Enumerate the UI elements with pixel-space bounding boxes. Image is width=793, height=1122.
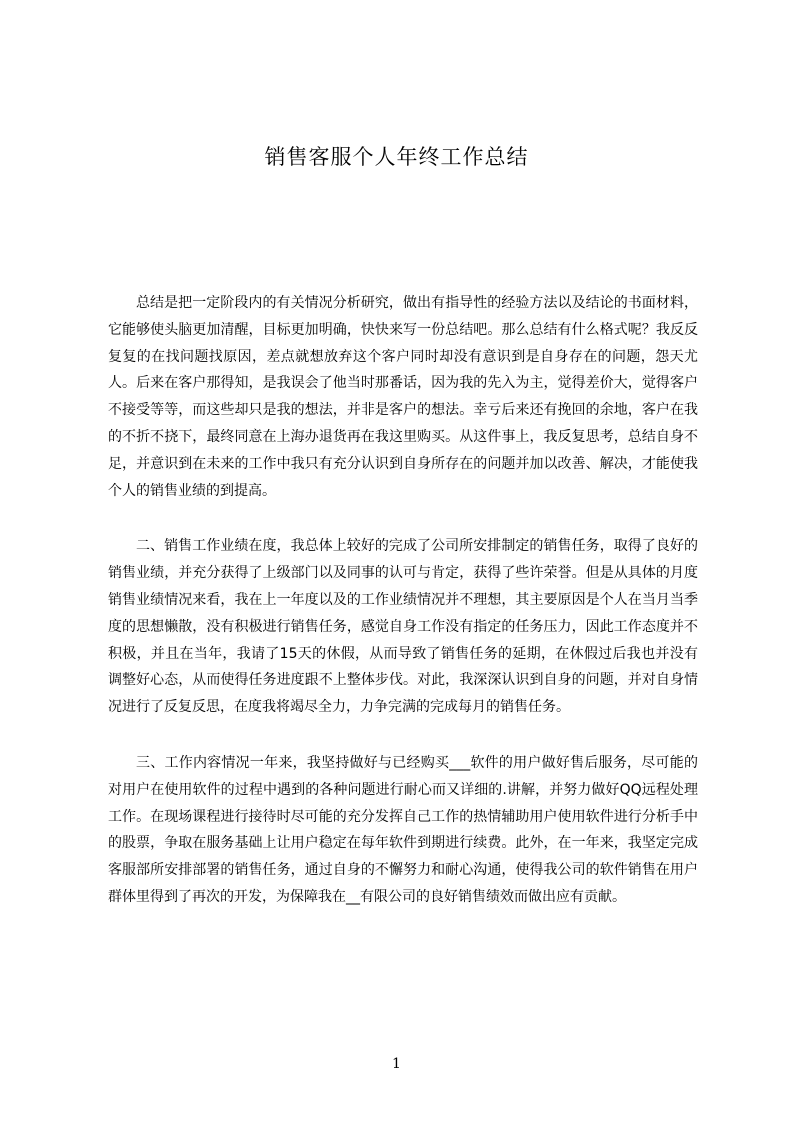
document-body [108, 290, 698, 940]
document-title: 销售客服个人年终工作总结 [264, 145, 529, 169]
page-number: 1 [392, 1056, 401, 1072]
paragraph-sales-performance: 二、销售工作业绩在度，我总体上较好的完成了公司所安排制定的销售任务，取得了良好的销售业绩，并充分获得了上级部门以及同事的认可与肯定，获得了些许荣誉。但是从具体的月度销售业绩情况来看，我在上一年度以及的工作业绩情况并不理想，其主要原因是个人在当月当季度的思想懒散，没有积极进行销售任务，感觉自身工作没有指定的任务压力，因此工作态度并不积极，并且在当年，我请了15天的休假，从而导致了销售任务的延期，在休假过后我也并没有调整好心态，从而使得任务进度跟不上整体步伐。对此，我深深认识到自身的问题，并对自身情况进行了反复反思，在度我将竭尽全力，力争完满的完成每月的销售任务。 [108, 538, 698, 716]
paragraph-intro: 总结是把一定阶段内的有关情况分析研究，做出有指导性的经验方法以及结论的书面材料，它能够使头脑更加清醒，目标更加明确，快快来写一份总结吧。那么总结有什么格式呢？我反反复复的在找问题找原因，差点就想放弃这个客户同时却没有意识到是自身存在的问题，怨天尤人。后来在客户那得知，是我误会了他当时那番话，因为我的先入为主，觉得差价大，觉得客户不接受等等，而这些却只是我的想法，并非是客户的想法。幸亏后来还有挽回的余地，客户在我的不折不挠下，最终同意在上海办退货再在我这里购买。从这件事上，我反复思考，总结自身不足，并意识到在未来的工作中我只有充分认识到自身所存在的问题并加以改善、解决，才能使我个人的销售业绩的到提高。 [108, 295, 698, 499]
paragraph-work-content: 三、工作内容情况一年来，我坚持做好与已经购买___软件的用户做好售后服务，尽可能的对用户在使用软件的过程中遇到的各种问题进行耐心而又详细的.讲解，并努力做好QQ远程处理工作。在现场课程进行接待时尽可能的充分发挥自己工作的热情辅助用户使用软件进行分析手中的股票，争取在服务基础上让用户稳定在每年软件到期进行续费。此外，在一年来，我坚定完成客服部所安排部署的销售任务，通过自身的不懈努力和耐心沟通，使得我公司的软件销售在用户群体里得到了再次的开发，为保障我在__有限公司的良好销售绩效而做出应有贡献。 [108, 754, 698, 905]
